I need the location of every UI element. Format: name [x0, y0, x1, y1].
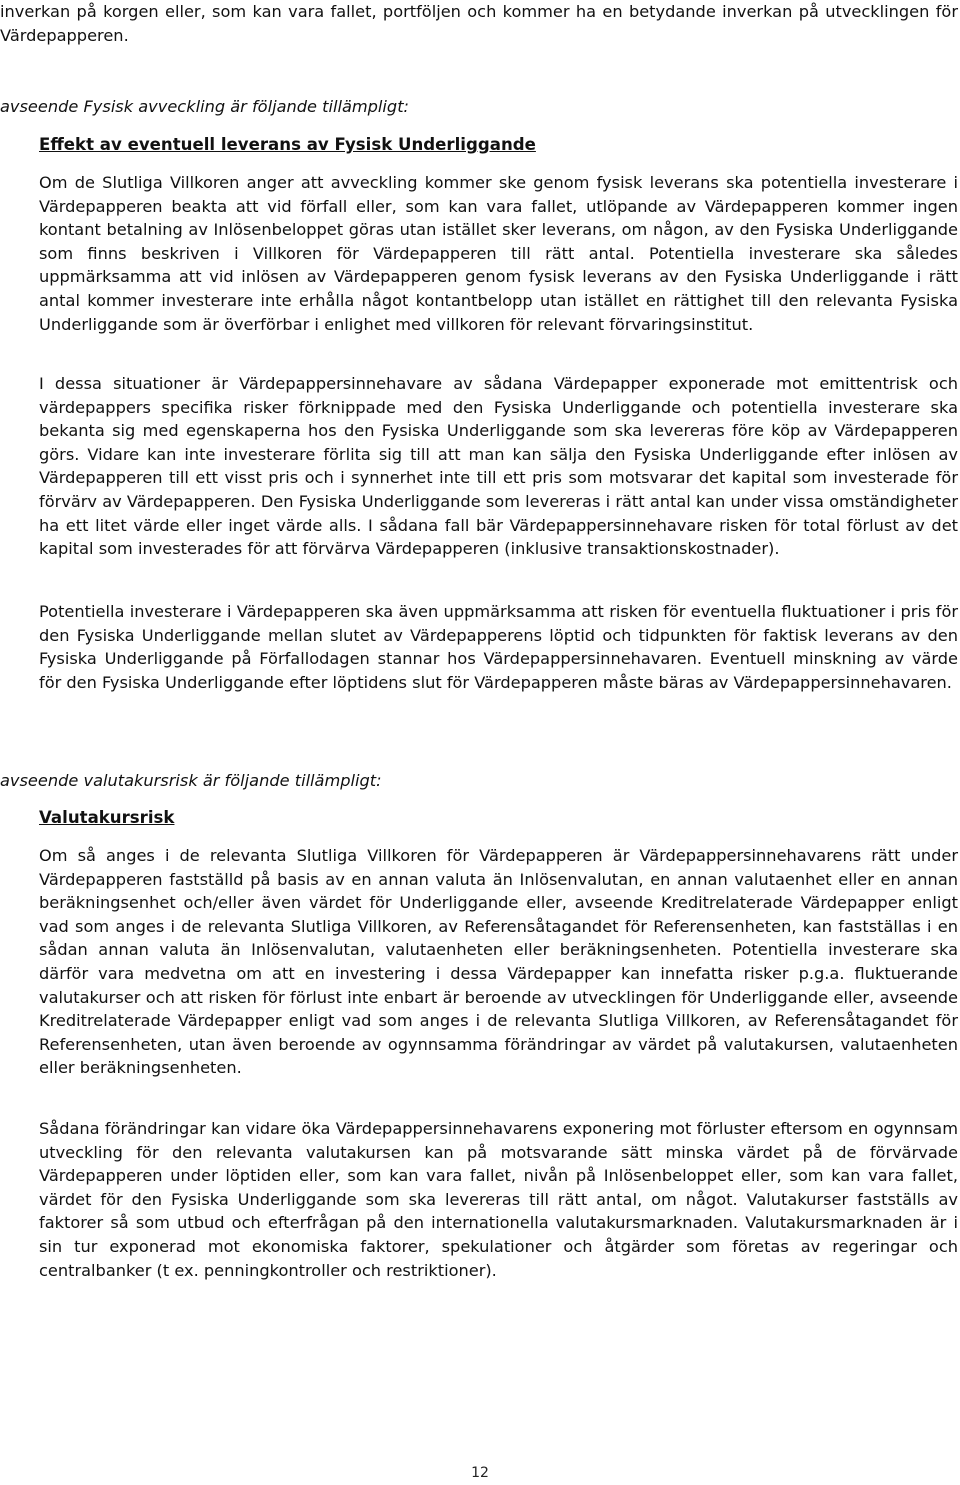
- body-paragraph: Sådana förändringar kan vidare öka Värdepappersinnehavarens exponering mot förluster eftersom en ogynnsam utveckling för den relevanta valutakursen kan på motsvarande sätt minska värdet på de förvärvade Värdepapperen under löptiden eller, som kan vara fallet, nivån på Inlösenbeloppet eller, som kan vara fallet, värdet för den Fysiska Underliggande som ska levereras till rätt antal, om något. Valutakurser fastställs av faktorer så som utbud och efterfrågan på den internationella valutakursmarknaden. Valutakursmarknaden är i sin tur exponerad mot ekonomiska faktorer, spekulationer och åtgärder som företas av regeringar och centralbanker (t ex. penningkontroller och restriktioner).: [39, 1119, 958, 1280]
- section-heading-physical-delivery: Effekt av eventuell leverans av Fysisk Underliggande: [39, 135, 536, 154]
- section-intro-currency-risk: avseende valutakursrisk är följande tillämpligt:: [0, 771, 382, 790]
- body-paragraph: Om så anges i de relevanta Slutliga Villkoren för Värdepapperen är Värdepappersinnehavarens rätt under Värdepapperen fastställd på basis av en annan valuta än Inlösenvalutan, en annan valutaenhet eller en annan beräkningsenhet och/eller även värdet för Underliggande eller, avseende Kreditrelaterade Värdepapper enligt vad som anges i de relevanta Slutliga Villkoren, av Referensåtagandet för Referensenheten, kan fastställas i en sådan annan valuta än Inlösenvalutan, valutaenheten eller beräkningsenheten. Potentiella investerare ska därför vara medvetna om att en investering i dessa Värdepapper kan innefatta risker p.g.a. fluktuerande valutakurser och att risken för förlust inte enbart är beroende av utvecklingen för Underliggande eller, avseende Kreditrelaterade Värdepapper enligt vad som anges i de relevanta Slutliga Villkoren, av Referensåtagandet för Referensenheten, utan även beroende av ogynnsamma förändringar av värdet på valutakursen, valutaenheten eller beräkningsenheten.: [39, 846, 958, 1078]
- section-heading-currency-risk: Valutakursrisk: [39, 808, 175, 827]
- section-intro-physical-delivery: avseende Fysisk avveckling är följande tillämpligt:: [0, 97, 410, 116]
- body-paragraph: I dessa situationer är Värdepappersinnehavare av sådana Värdepapper exponerade mot emittentrisk och värdepappers specifika risker förknippade med den Fysiska Underliggande och potentiella investerare ska bekanta sig med egenskaperna hos den Fysiska Underliggande som ska levereras före köp av Värdepapperen görs. Vidare kan inte investerare förlita sig till att man kan sälja den Fysiska Underliggande efter inlösen av Värdepapperen till ett visst pris och i synnerhet inte till ett pris som motsvarar det kapital som investerade för förvärv av Värdepapperen. Den Fysiska Underliggande som levereras i rätt antal kan under vissa omständigheter ha ett litet värde eller inget värde alls. I sådana fall bär Värdepappersinnehavare risken för total förlust av det kapital som investerades för att förvärva Värdepapperen (inklusive transaktionskostnader).: [39, 374, 958, 559]
- body-paragraph: Om de Slutliga Villkoren anger att avveckling kommer ske genom fysisk leverans ska potentiella investerare i Värdepapperen beakta att vid förfall eller, som kan vara fallet, utlöpande av Värdepapperen kommer ingen kontant betalning av Inlösenbeloppet göras utan istället sker leverans, om någon, av den Fysiska Underliggande som finns beskriven i Villkoren för Värdepapperen till rätt antal. Potentiella investerare ska således uppmärksamma att vid inlösen av Värdepapperen genom fysisk leverans av den Fysiska Underliggande i rätt antal kommer investerare inte erhålla något kontantbelopp utan istället en rättighet till den relevanta Fysiska Underliggande som är överförbar i enlighet med villkoren för relevant förvaringsinstitut.: [39, 173, 958, 334]
- page-number: 12: [471, 1465, 489, 1481]
- continuation-paragraph: inverkan på korgen eller, som kan vara fallet, portföljen och kommer ha en betydande inverkan på utvecklingen för Värdepapperen.: [0, 2, 958, 45]
- body-paragraph: Potentiella investerare i Värdepapperen ska även uppmärksamma att risken för eventuella fluktuationer i pris för den Fysiska Underliggande mellan slutet av Värdepapperens löptid och tidpunkten för faktisk leverans av den Fysiska Underliggande på Förfallodagen stannar hos Värdepappersinnehavaren. Eventuell minskning av värde för den Fysiska Underliggande efter löptidens slut för Värdepapperen måste bäras av Värdepappersinnehavaren.: [39, 602, 958, 692]
